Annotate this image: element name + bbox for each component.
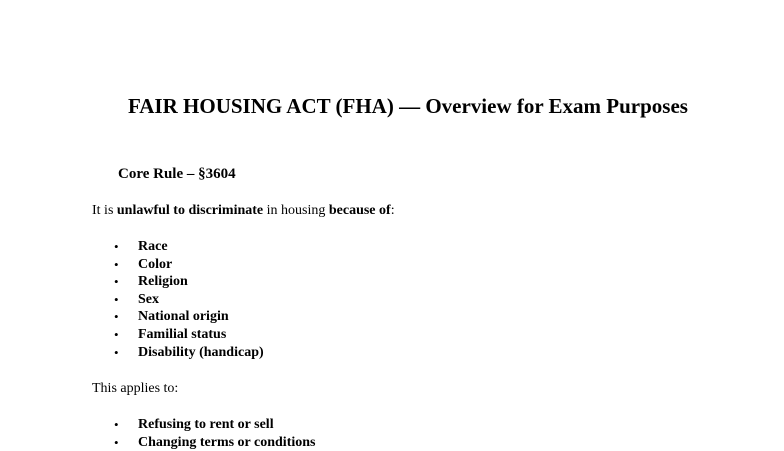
list-item-label: Familial status	[138, 326, 227, 342]
list-item-label: Refusing to rent or sell	[138, 417, 274, 432]
intro-emphasis-because: because of	[328, 203, 391, 218]
list-item-label: Race	[138, 239, 168, 254]
list-item	[0, 256, 264, 274]
intro-paragraph	[92, 202, 395, 220]
list-item	[0, 291, 264, 309]
intro-emphasis-unlawful: unlawful to discriminate	[116, 203, 264, 218]
list-item	[0, 416, 315, 434]
applies-to-paragraph: This applies to:	[92, 381, 179, 396]
list-item-label: Sex	[138, 291, 159, 307]
bullet-icon: •	[114, 434, 119, 450]
bullet-icon: •	[114, 417, 119, 432]
bullet-icon: •	[114, 326, 119, 342]
bullet-icon: •	[114, 344, 119, 360]
list-item-label: Disability (handicap)	[138, 344, 264, 360]
list-item-label: Religion	[138, 274, 188, 290]
list-item	[0, 344, 264, 362]
list-item-label: Changing terms or conditions	[138, 434, 316, 450]
list-item	[0, 326, 264, 344]
bullet-icon: •	[114, 274, 119, 290]
list-item-label: National origin	[138, 309, 229, 325]
protected-classes-list	[0, 238, 264, 361]
list-item	[0, 434, 315, 451]
document-title: FAIR HOUSING ACT (FHA) — Overview for Exam Purposes	[128, 94, 688, 118]
list-item	[0, 238, 264, 256]
intro-text-2: in housing	[263, 203, 329, 218]
bullet-icon: •	[114, 256, 119, 272]
intro-text-3: :	[390, 203, 395, 218]
intro-text-1: It is	[92, 203, 117, 218]
bullet-icon: •	[114, 309, 119, 325]
core-rule-heading: Core Rule – §3604	[118, 166, 236, 182]
bullet-icon: •	[114, 291, 119, 307]
applies-to-list	[0, 416, 315, 451]
bullet-icon: •	[114, 239, 119, 254]
list-item-label: Color	[138, 256, 173, 272]
list-item	[0, 273, 264, 291]
list-item	[0, 308, 264, 326]
